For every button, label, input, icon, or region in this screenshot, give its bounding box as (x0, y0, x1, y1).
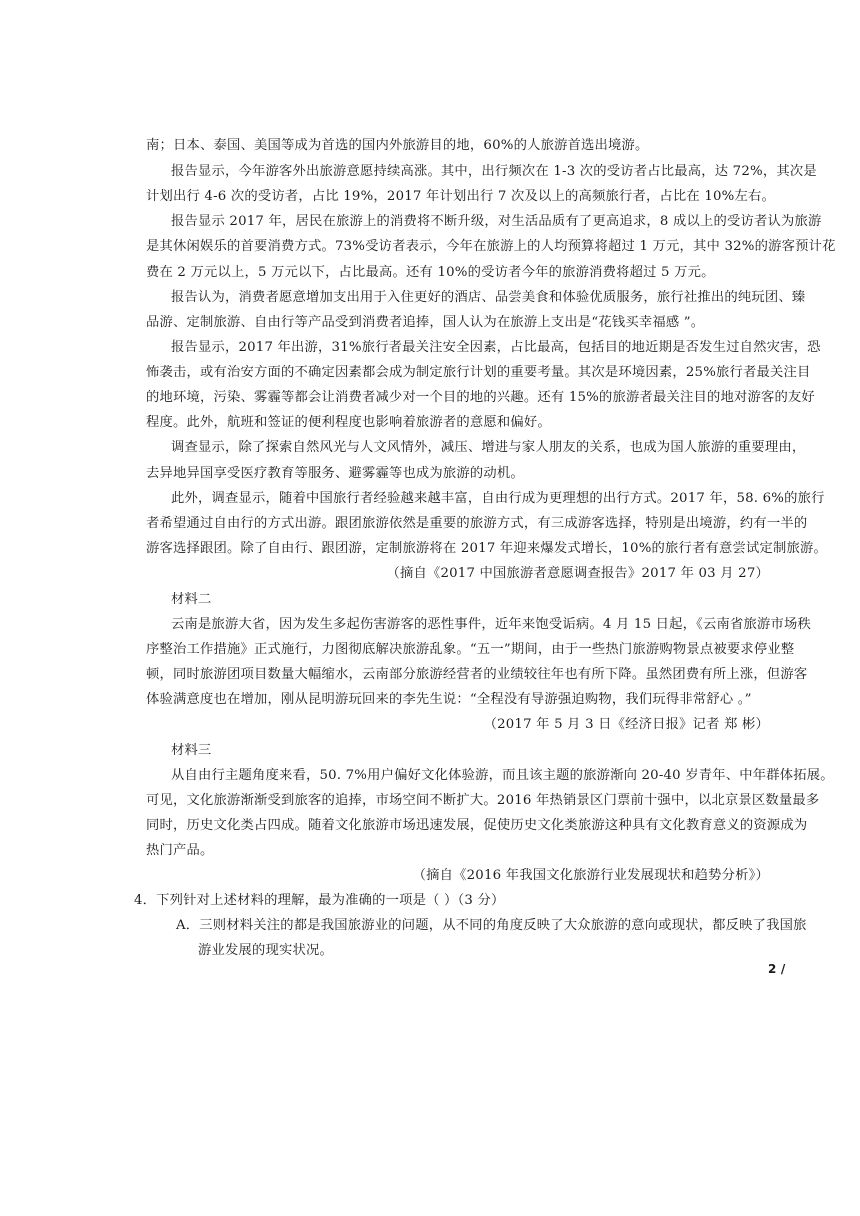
source-citation: （2017 年 5 月 3 日《经济日报》记者 郑 彬） (483, 717, 769, 732)
paragraph-line: 热门产品。 (146, 843, 214, 858)
source-citation: （摘自《2016 年我国文化旅游行业发展现状和趋势分析》） (412, 868, 769, 883)
paragraph-line: 报告显示，今年游客外出旅游意愿持续高涨。其中，出行频次在 1-3 次的受访者占比最高，达 72%，其次是 (171, 164, 817, 179)
paragraph-line: 序整治工作措施》正式施行，力图彻底解决旅游乱象。“五一”期间，由于一些热门旅游购物景点被要求停业整 (146, 642, 795, 657)
paragraph-line: 游客选择跟团。除了自由行、跟团游，定制旅游将在 2017 年迎来爆发式增长，10%的旅行者有意尝试定制旅游。 (146, 541, 828, 556)
source-citation: （摘自《2017 中国旅游者意愿调查报告》2017 年 03 月 27） (386, 566, 769, 581)
paragraph-line: 去异地异国享受医疗教育等服务、避雾霾等也成为旅游的动机。 (146, 466, 524, 481)
paragraph-line: 的地环境，污染、雾霾等都会让消费者减少对一个目的地的兴趣。还有 15%的旅游者最关注目的地对游客的友好 (146, 390, 815, 405)
paragraph-line: 品游、定制旅游、自由行等产品受到消费者追捧，国人认为在旅游上支出是“花钱买幸福感 ”。 (146, 315, 705, 330)
paragraph-line: 南；日本、泰国、美国等成为首选的国内外旅游目的地，60%的人旅游首选出境游。 (146, 138, 649, 153)
answer-option-a-continued: 游业发展的现实状况。 (198, 943, 333, 958)
paragraph-line: 顿，同时旅游团项目数量大幅缩水，云南部分旅游经营者的业绩较往年也有所下降。虽然团费有所上涨，但游客 (146, 667, 808, 682)
answer-option-a: A．三则材料关注的都是我国旅游业的问题，从不同的角度反映了大众旅游的意向或现状，都反映了我国旅 (176, 918, 807, 933)
paragraph-line: 计划出行 4-6 次的受访者，占比 19%，2017 年计划出行 7 次及以上的高频旅行者，占比在 10%左右。 (146, 189, 775, 204)
paragraph-line: 怖袭击，或有治安方面的不确定因素都会成为制定旅行计划的重要考量。其次是环境因素，25%旅行者最关注目 (146, 365, 811, 380)
paragraph-line: 同时，历史文化类占四成。随着文化旅游市场迅速发展，促使历史文化类旅游这种具有文化教育意义的资源成为 (146, 818, 808, 833)
paragraph-line: 者希望通过自由行的方式出游。跟团旅游依然是重要的旅游方式，有三成游客选择，特别是出境游，约有一半的 (146, 516, 808, 531)
paragraph-line: 从自由行主题角度来看，50. 7%用户偏好文化体验游，而且该主题的旅游渐向 20-40 岁青年、中年群体拓展。 (171, 768, 834, 783)
paragraph-line: 可见，文化旅游渐渐受到旅客的追捧，市场空间不断扩大。2016 年热销景区门票前十强中，以北京景区数量最多 (146, 793, 820, 808)
section-heading: 材料三 (171, 743, 212, 758)
section-heading: 材料二 (171, 592, 212, 607)
paragraph-line: 此外，调查显示，随着中国旅行者经验越来越丰富，自由行成为更理想的出行方式。2017 年，58. 6%的旅行 (171, 491, 825, 506)
page-number: 2 / (768, 962, 786, 976)
paragraph-line: 报告显示，2017 年出游，31%旅行者最关注安全因素，占比最高，包括目的地近期是否发生过自然灾害，恐 (171, 340, 821, 355)
paragraph-line: 程度。此外，航班和签证的便利程度也影响着旅游者的意愿和偏好。 (146, 415, 551, 430)
paragraph-line: 报告认为，消费者愿意增加支出用于入住更好的酒店、品尝美食和体验优质服务，旅行社推出的纯玩团、臻 (171, 290, 806, 305)
question-stem: 4．下列针对上述材料的理解，最为准确的一项是（ ）（3 分） (134, 893, 505, 908)
paragraph-line: 体验满意度也在增加，刚从昆明游玩回来的李先生说：“全程没有导游强迫购物，我们玩得非常舒心 。” (146, 692, 752, 707)
paragraph-line: 是其休闲娱乐的首要消费方式。73%受访者表示，今年在旅游上的人均预算将超过 1 万元，其中 32%的游客预计花 (146, 239, 836, 254)
paragraph-line: 报告显示 2017 年，居民在旅游上的消费将不断升级，对生活品质有了更高追求，8 成以上的受访者认为旅游 (171, 214, 822, 229)
paragraph-line: 云南是旅游大省，因为发生多起伤害游客的恶性事件，近年来饱受诟病。4 月 15 日起，《云南省旅游市场秩 (171, 617, 811, 632)
paragraph-line: 调查显示，除了探索自然风光与人文风情外，减压、增进与家人朋友的关系，也成为国人旅游的重要理由， (171, 440, 806, 455)
paragraph-line: 费在 2 万元以上，5 万元以下，占比最高。还有 10%的受访者今年的旅游消费将超过 5 万元。 (146, 265, 715, 280)
